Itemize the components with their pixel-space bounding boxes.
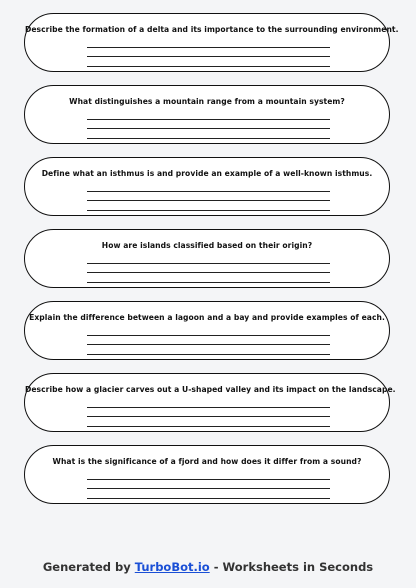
question-text: What is the significance of a fjord and how does it differ from a sound? (52, 457, 362, 466)
answer-line[interactable] (87, 335, 330, 336)
question-card-3 (24, 157, 390, 216)
question-text: Define what an isthmus is and provide an example of a well-known isthmus. (41, 169, 373, 178)
answer-line[interactable] (87, 138, 330, 139)
question-text: Describe the formation of a delta and its importance to the surrounding environment. (25, 25, 399, 34)
answer-line[interactable] (87, 426, 330, 427)
answer-line[interactable] (87, 407, 330, 408)
question-text: How are islands classified based on their origin? (101, 241, 313, 250)
answer-line[interactable] (87, 344, 330, 345)
answer-line[interactable] (87, 200, 330, 201)
question-card-1 (24, 13, 399, 72)
question-card-5 (24, 301, 390, 360)
answer-line[interactable] (87, 354, 330, 355)
answer-line[interactable] (87, 119, 330, 120)
question-text: What distinguishes a mountain range from a mountain system? (69, 97, 345, 106)
footer-prefix: Generated by (42, 560, 135, 574)
question-text: Describe how a glacier carves out a U-shaped valley and its impact on the landscape. (25, 385, 396, 394)
answer-line[interactable] (87, 191, 330, 192)
answer-line[interactable] (87, 479, 330, 480)
answer-line[interactable] (87, 47, 330, 48)
answer-line[interactable] (87, 56, 330, 57)
answer-line[interactable] (87, 66, 330, 67)
question-card-7 (24, 445, 390, 504)
question-card-4 (24, 229, 390, 288)
question-text: Explain the difference between a lagoon and a bay and provide examples of each. (29, 313, 385, 322)
answer-line[interactable] (87, 272, 330, 273)
answer-line[interactable] (87, 210, 330, 211)
footer-suffix: - Worksheets in Seconds (209, 560, 374, 574)
turbobot-link[interactable]: TurboBot.io (134, 560, 210, 574)
question-card-2 (24, 85, 390, 144)
footer (0, 560, 416, 574)
answer-line[interactable] (87, 488, 330, 489)
answer-line[interactable] (87, 416, 330, 417)
question-card-6 (24, 373, 396, 432)
answer-line[interactable] (87, 263, 330, 264)
answer-line[interactable] (87, 498, 330, 499)
answer-line[interactable] (87, 128, 330, 129)
answer-line[interactable] (87, 282, 330, 283)
